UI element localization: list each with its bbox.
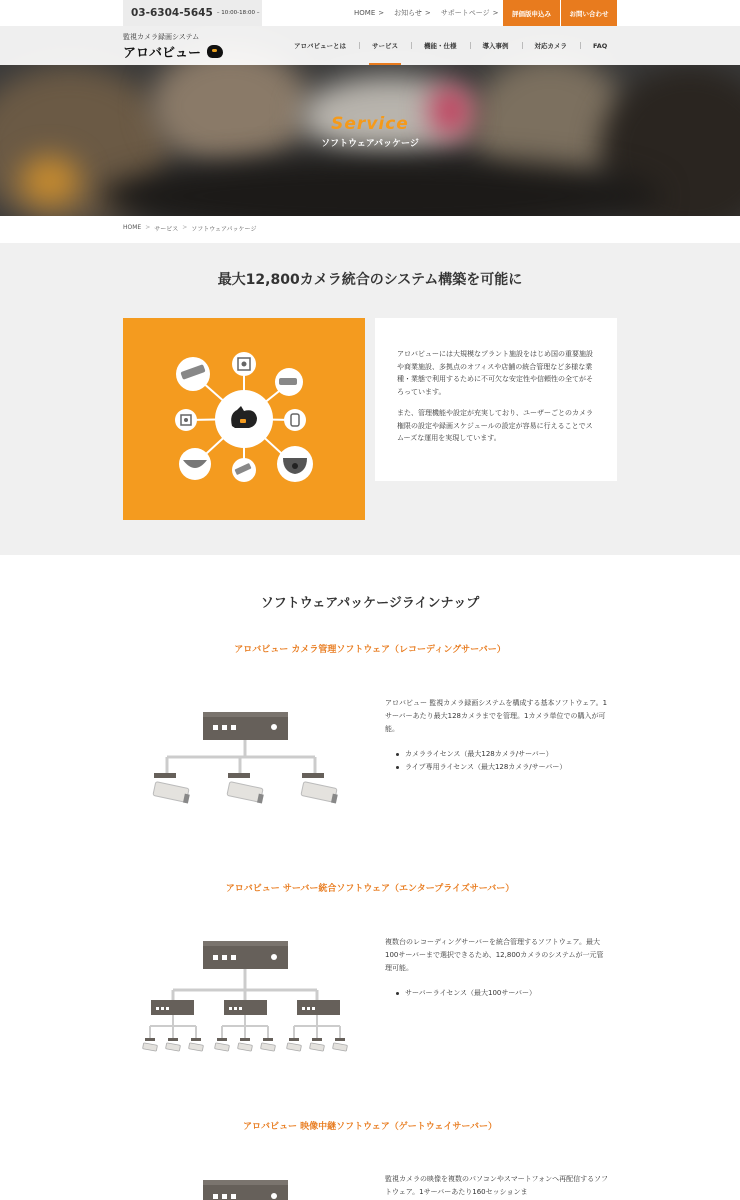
integration-illustration [123,318,365,520]
top-link-support[interactable]: サポートページ > [440,9,499,17]
top-bar [0,0,740,26]
nav-cameras[interactable]: 対応カメラ [522,26,581,65]
recording-server-diagram-icon [140,705,355,810]
logo-text: アロバビュー [123,46,202,61]
hero-subtitle: ソフトウェアパッケージ [321,139,419,149]
hero-banner [0,26,740,216]
chevron-right-icon: > [182,224,188,231]
global-nav [281,26,620,65]
product-title-gateway: アロバビュー 映像中継ソフトウェア（ゲートウェイサーバー） [243,1122,497,1132]
product-title-enterprise: アロバビュー サーバー統合ソフトウェア（エンタープライズサーバー） [225,884,515,894]
dog-mascot-icon [207,45,223,58]
nav-features[interactable]: 機能・仕様 [411,26,470,65]
nav-service[interactable]: サービス [359,26,411,65]
chevron-right-icon: > [145,224,151,231]
intro-text-box [375,318,617,481]
intro-paragraph: また、管理機能や設定が充実しており、ユーザーごとのカメラ権限の設定や録画スケジュールの設定が容易に行えることでスムーズな運用を実現しています。 [397,409,593,442]
nav-cases[interactable]: 導入事例 [470,26,522,65]
top-links [354,0,499,26]
main-navbar [0,26,740,65]
business-hours: – 10:00-18:00 – [216,10,260,16]
intro-section [0,243,740,555]
nav-about[interactable]: アロバビューとは [294,42,346,50]
phone-box [123,0,262,26]
logo-subtitle: 監視カメラ録画システム [123,33,200,41]
hero-title: Service [331,114,409,134]
list-item: カメラライセンス（最大128カメラ/サーバー） [385,748,610,761]
contact-button[interactable]: お問い合わせ [561,0,617,26]
chevron-right-icon: > [492,9,499,17]
enterprise-server-diagram-icon [140,938,355,1060]
intro-title: 最大12,800カメラ統合のシステム構築を可能に [217,272,523,288]
chevron-right-icon: > [378,9,385,17]
product-description-recording: アロバビュー 監視カメラ録画システムを構成する基本ソフトウェア。1サーバーあたり最大128カメラまでを管理。1カメラ単位での購入が可能。 カメラライセンス（最大128カメラ/サーバー） ライブ専用ライセンス（最大128カメラ/サーバー） [385,697,610,774]
breadcrumb-current: ソフトウェアパッケージ [191,226,257,233]
license-list [385,748,610,774]
breadcrumb-home[interactable]: HOME [123,224,142,231]
list-item: サーバーライセンス（最大100サーバー） [385,987,610,1000]
chevron-right-icon: > [424,9,431,17]
nav-faq[interactable]: FAQ [580,26,620,65]
phone-number[interactable]: 03-6304-5645 [131,7,213,19]
lineup-title: ソフトウェアパッケージラインナップ [260,596,480,611]
breadcrumb-service[interactable]: サービス [154,226,179,233]
product-title-recording: アロバビュー カメラ管理ソフトウェア（レコーディングサーバー） [234,645,506,655]
top-link-news[interactable]: お知らせ > [394,9,431,17]
trial-request-button[interactable]: 評価版申込み [503,0,560,26]
top-link-home[interactable]: HOME > [354,9,385,17]
intro-paragraph: アロバビューには大規模なプラント施設をはじめ国の重要施設や商業施設、多拠点のオフィスや店舗の統合管理など多様な業種・業態で利用するために不可欠な安定性や信頼性の全てがそろっています。 [397,350,593,396]
product-description-enterprise: 複数台のレコーディングサーバーを統合管理するソフトウェア。最大100サーバーまで選択できるため、12,800カメラのシステムが一元管理可能。 サーバーライセンス（最大100サーバー） [385,936,610,1000]
gateway-server-diagram-icon [140,1178,355,1200]
site-logo[interactable] [123,32,223,61]
license-list [385,987,610,1000]
list-item: ライブ専用ライセンス（最大128カメラ/サーバー） [385,761,610,774]
camera-network-icon [123,318,365,520]
product-description-gateway: 監視カメラの映像を複数のパソコンやスマートフォンへ再配信するソフトウェア。1サーバーあたり160セッションま [385,1175,609,1196]
breadcrumb [123,224,256,233]
